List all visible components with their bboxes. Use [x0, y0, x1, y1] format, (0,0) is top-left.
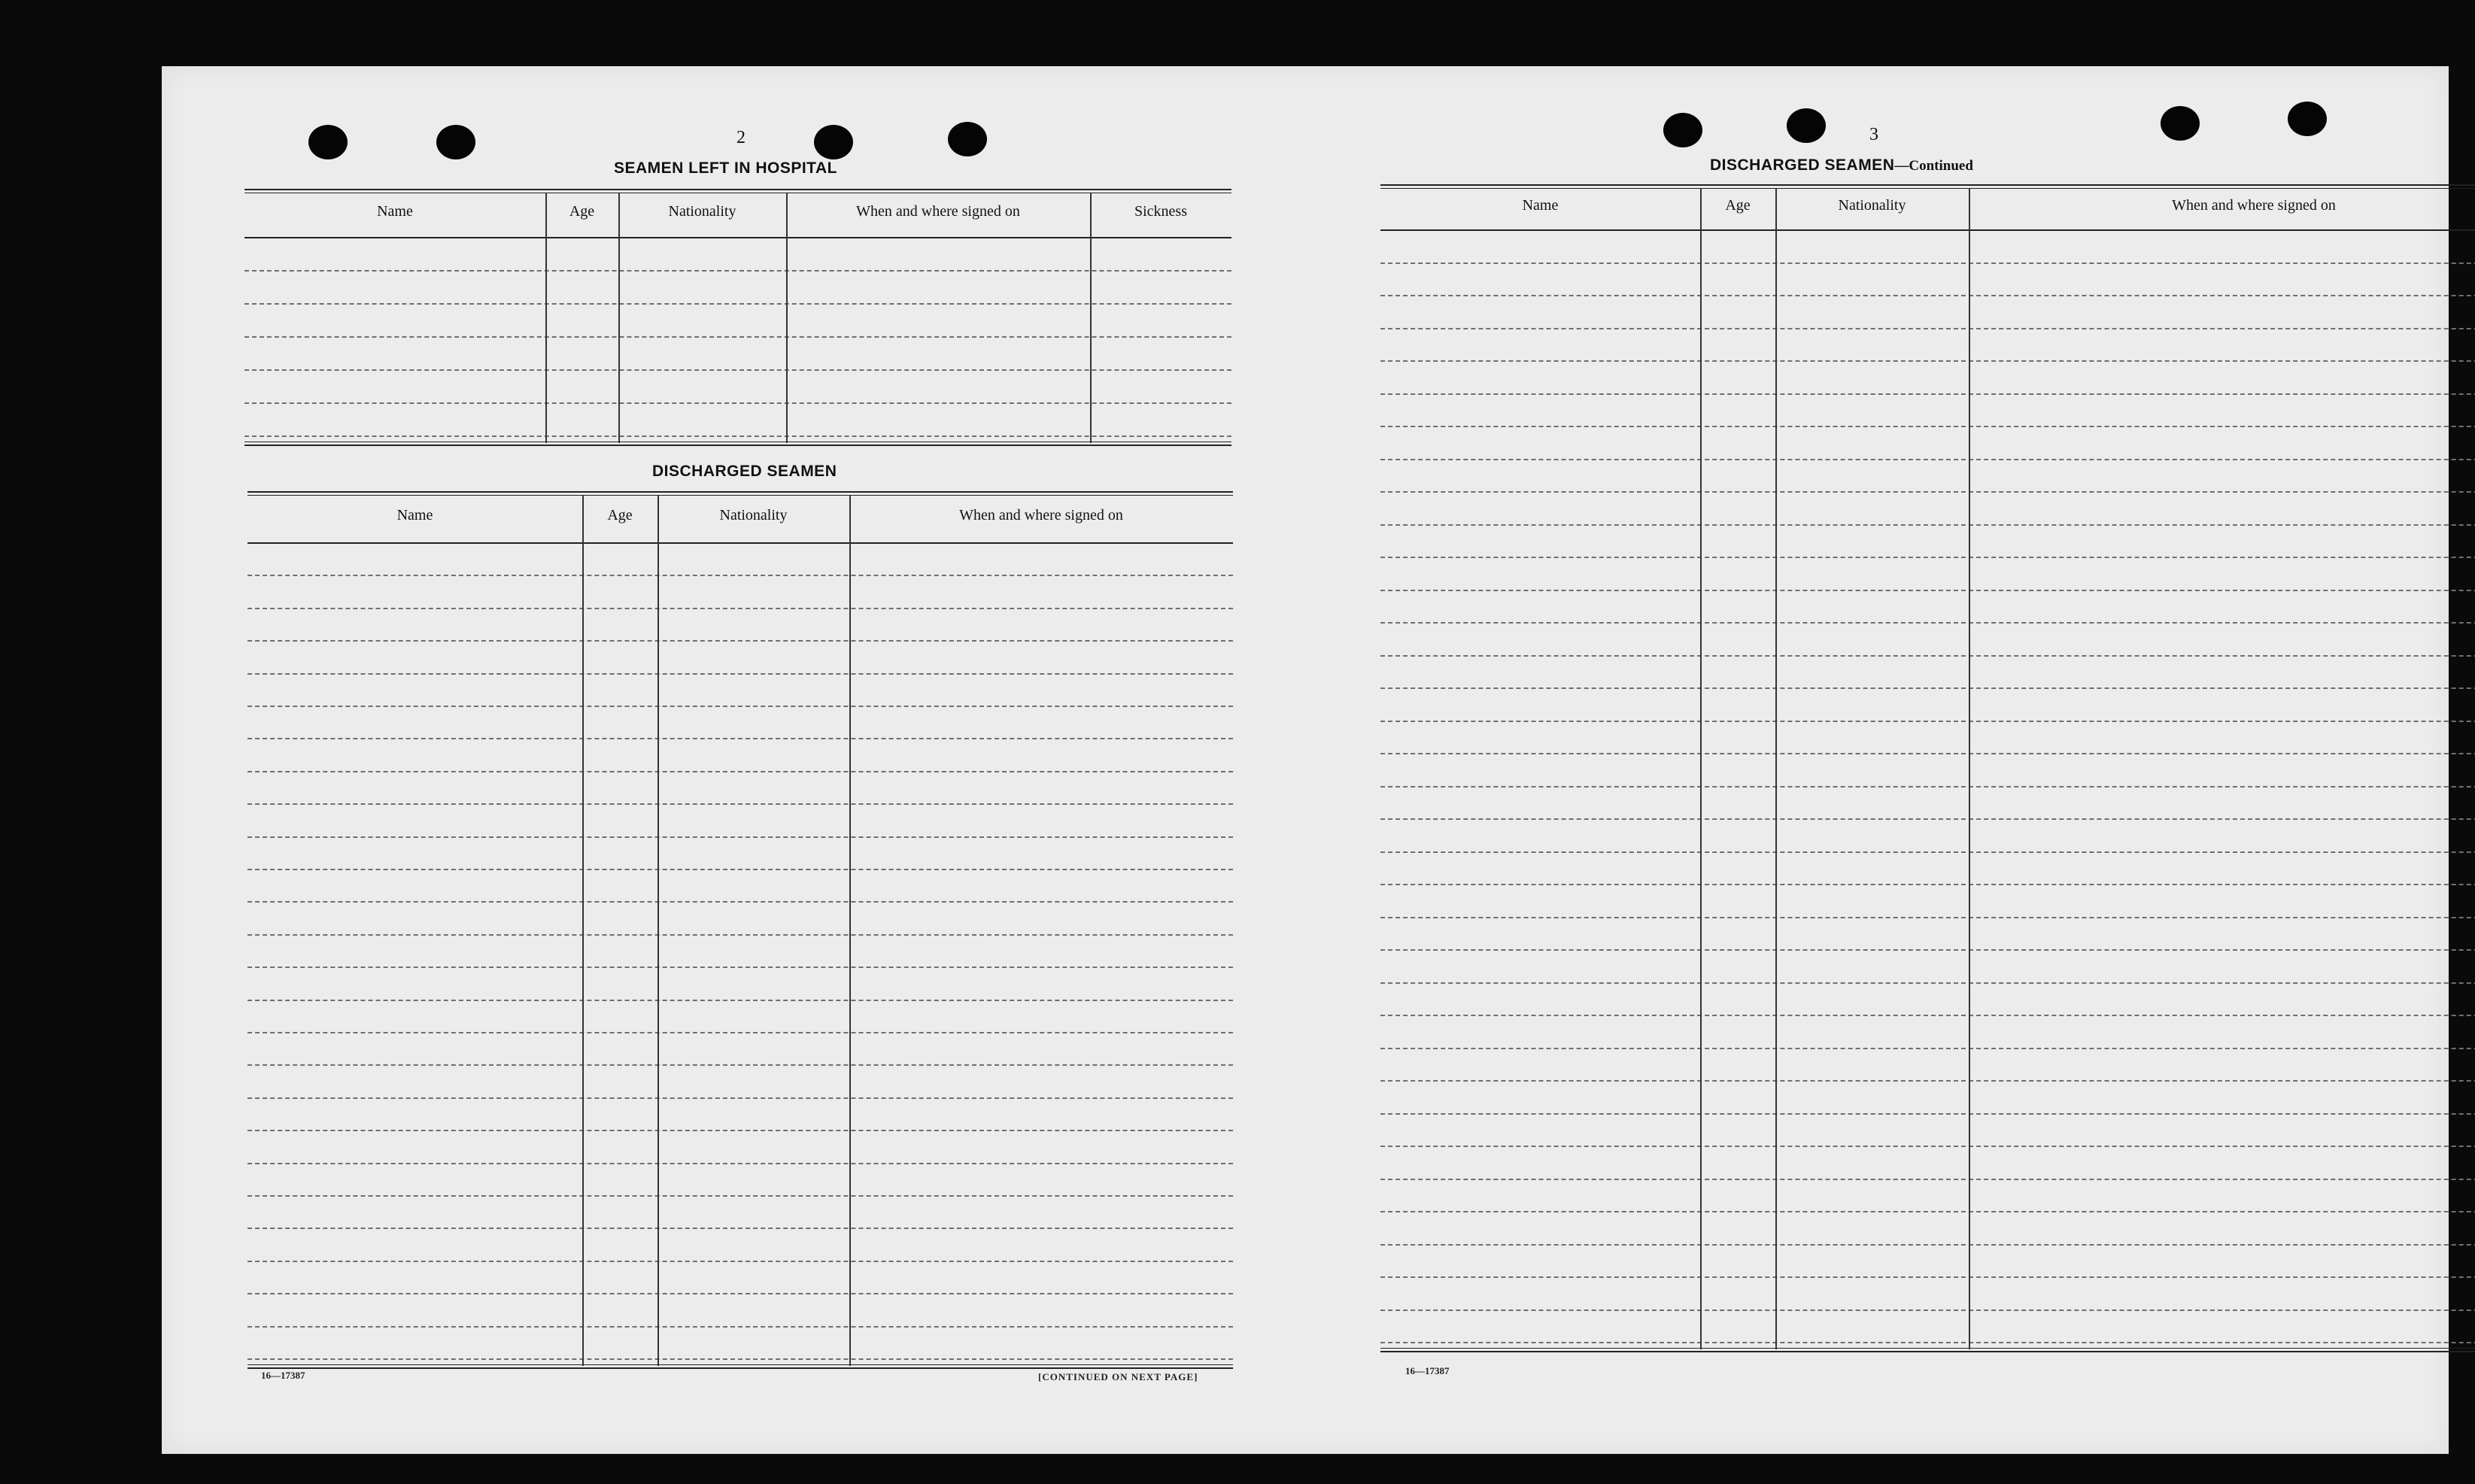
column-divider: [1775, 189, 1777, 1349]
table-row: [244, 303, 1231, 305]
punch-hole: [308, 125, 348, 159]
table-row: [247, 1064, 1233, 1066]
table-row: [1380, 491, 2475, 493]
table-row: [247, 1163, 1233, 1164]
table-row: [1380, 982, 2475, 984]
table-row: [247, 673, 1233, 675]
punch-hole: [2288, 102, 2327, 136]
table-row: [1380, 524, 2475, 526]
column-header: When and where signed on: [856, 203, 1020, 220]
table-row: [1380, 426, 2475, 427]
table-row: [247, 1261, 1233, 1262]
table-row: [1380, 1276, 2475, 1278]
column-header: Name: [1522, 197, 1559, 214]
table-row: [1380, 263, 2475, 264]
table-header-rule: [244, 237, 1231, 238]
table-row: [244, 435, 1231, 437]
form-number-right: 16—17387: [1405, 1365, 1450, 1376]
column-header: Nationality: [1838, 197, 1906, 214]
discharged-table-left: [247, 491, 1233, 1367]
column-header: Age: [607, 507, 633, 523]
table-row: [1380, 1048, 2475, 1049]
table-row: [1380, 622, 2475, 624]
table-row: [247, 1326, 1233, 1328]
table-row: [1380, 328, 2475, 329]
punch-hole: [1663, 113, 1702, 147]
page-number-left: 2: [736, 128, 746, 147]
table-row: [247, 1000, 1233, 1001]
table-row: [247, 1293, 1233, 1294]
column-divider: [657, 496, 659, 1366]
table-row: [247, 640, 1233, 642]
table-row: [247, 608, 1233, 609]
table-bottom-rule: [244, 442, 1231, 446]
page-number-right: 3: [1869, 125, 1878, 144]
table-row: [1380, 949, 2475, 951]
column-divider: [849, 496, 851, 1366]
continued-suffix: —Continued: [1894, 158, 1973, 174]
table-bottom-rule: [1380, 1348, 2475, 1352]
table-row: [247, 967, 1233, 968]
column-divider: [545, 193, 547, 443]
table-row: [1380, 1080, 2475, 1082]
table-row: [1380, 655, 2475, 657]
discharged-section-title: DISCHARGED SEAMEN: [652, 463, 837, 480]
table-row: [1380, 590, 2475, 591]
table-row: [1380, 687, 2475, 689]
table-bottom-rule: [247, 1364, 1233, 1369]
table-row: [244, 336, 1231, 338]
table-row: [247, 1228, 1233, 1229]
column-header: Name: [377, 203, 413, 220]
column-header: Name: [396, 507, 433, 523]
table-row: [247, 1032, 1233, 1033]
column-header: Age: [569, 203, 595, 220]
table-row: [247, 1130, 1233, 1131]
table-row: [247, 803, 1233, 805]
table-row: [244, 270, 1231, 272]
table-row: [1380, 557, 2475, 558]
table-row: [247, 771, 1233, 772]
column-divider: [582, 496, 584, 1366]
discharged-continued-title: [1710, 156, 1973, 174]
punch-hole: [2161, 106, 2200, 141]
table-row: [1380, 1244, 2475, 1246]
column-header: Nationality: [668, 203, 736, 220]
table-row: [1380, 753, 2475, 754]
table-row: [247, 1358, 1233, 1360]
table-row: [1380, 1211, 2475, 1212]
table-row: [247, 575, 1233, 576]
table-row: [1380, 851, 2475, 853]
column-header: Nationality: [719, 507, 788, 523]
table-row: [247, 901, 1233, 903]
table-row: [1380, 1146, 2475, 1147]
table-row: [1380, 1015, 2475, 1016]
table-header-rule: [1380, 229, 2475, 231]
column-divider: [786, 193, 788, 443]
table-row: [247, 738, 1233, 739]
table-row: [1380, 360, 2475, 362]
table-row: [247, 934, 1233, 936]
table-top-rule: [247, 491, 1233, 496]
table-row: [1380, 1342, 2475, 1343]
punch-hole: [436, 125, 475, 159]
column-divider: [1700, 189, 1702, 1349]
column-divider: [618, 193, 620, 443]
table-row: [244, 402, 1231, 404]
table-header-rule: [247, 542, 1233, 544]
table-row: [1380, 393, 2475, 395]
table-row: [1380, 1113, 2475, 1115]
table-row: [1380, 459, 2475, 460]
table-top-rule: [244, 189, 1231, 193]
table-row: [1380, 721, 2475, 722]
discharged-table-right: [1380, 184, 2475, 1358]
table-row: [247, 1097, 1233, 1099]
table-row: [1380, 917, 2475, 918]
table-row: [247, 869, 1233, 870]
hospital-section-title: SEAMEN LEFT IN HOSPITAL: [614, 159, 837, 177]
continued-note: [CONTINUED ON NEXT PAGE]: [1038, 1371, 1198, 1382]
discharged-continued-title-main: DISCHARGED SEAMEN: [1710, 156, 1895, 174]
column-divider: [1969, 189, 1970, 1349]
table-row: [1380, 1179, 2475, 1180]
table-row: [1380, 884, 2475, 885]
punch-hole: [948, 122, 987, 156]
table-top-rule: [1380, 184, 2475, 189]
table-row: [244, 369, 1231, 371]
punch-hole: [814, 125, 853, 159]
table-row: [1380, 295, 2475, 296]
column-divider: [1090, 193, 1092, 443]
form-number-left: 16—17387: [261, 1370, 305, 1381]
table-row: [1380, 1310, 2475, 1311]
column-header: Age: [1725, 197, 1751, 214]
table-row: [1380, 818, 2475, 820]
table-row: [247, 836, 1233, 838]
table-row: [1380, 786, 2475, 788]
column-header: When and where signed on: [2172, 197, 2336, 214]
form-sheet: [162, 66, 2449, 1454]
column-header: When and where signed on: [959, 507, 1123, 523]
table-row: [247, 706, 1233, 707]
column-header: Sickness: [1134, 203, 1187, 220]
table-row: [247, 1195, 1233, 1197]
punch-hole: [1787, 108, 1826, 143]
hospital-table: [244, 189, 1231, 505]
